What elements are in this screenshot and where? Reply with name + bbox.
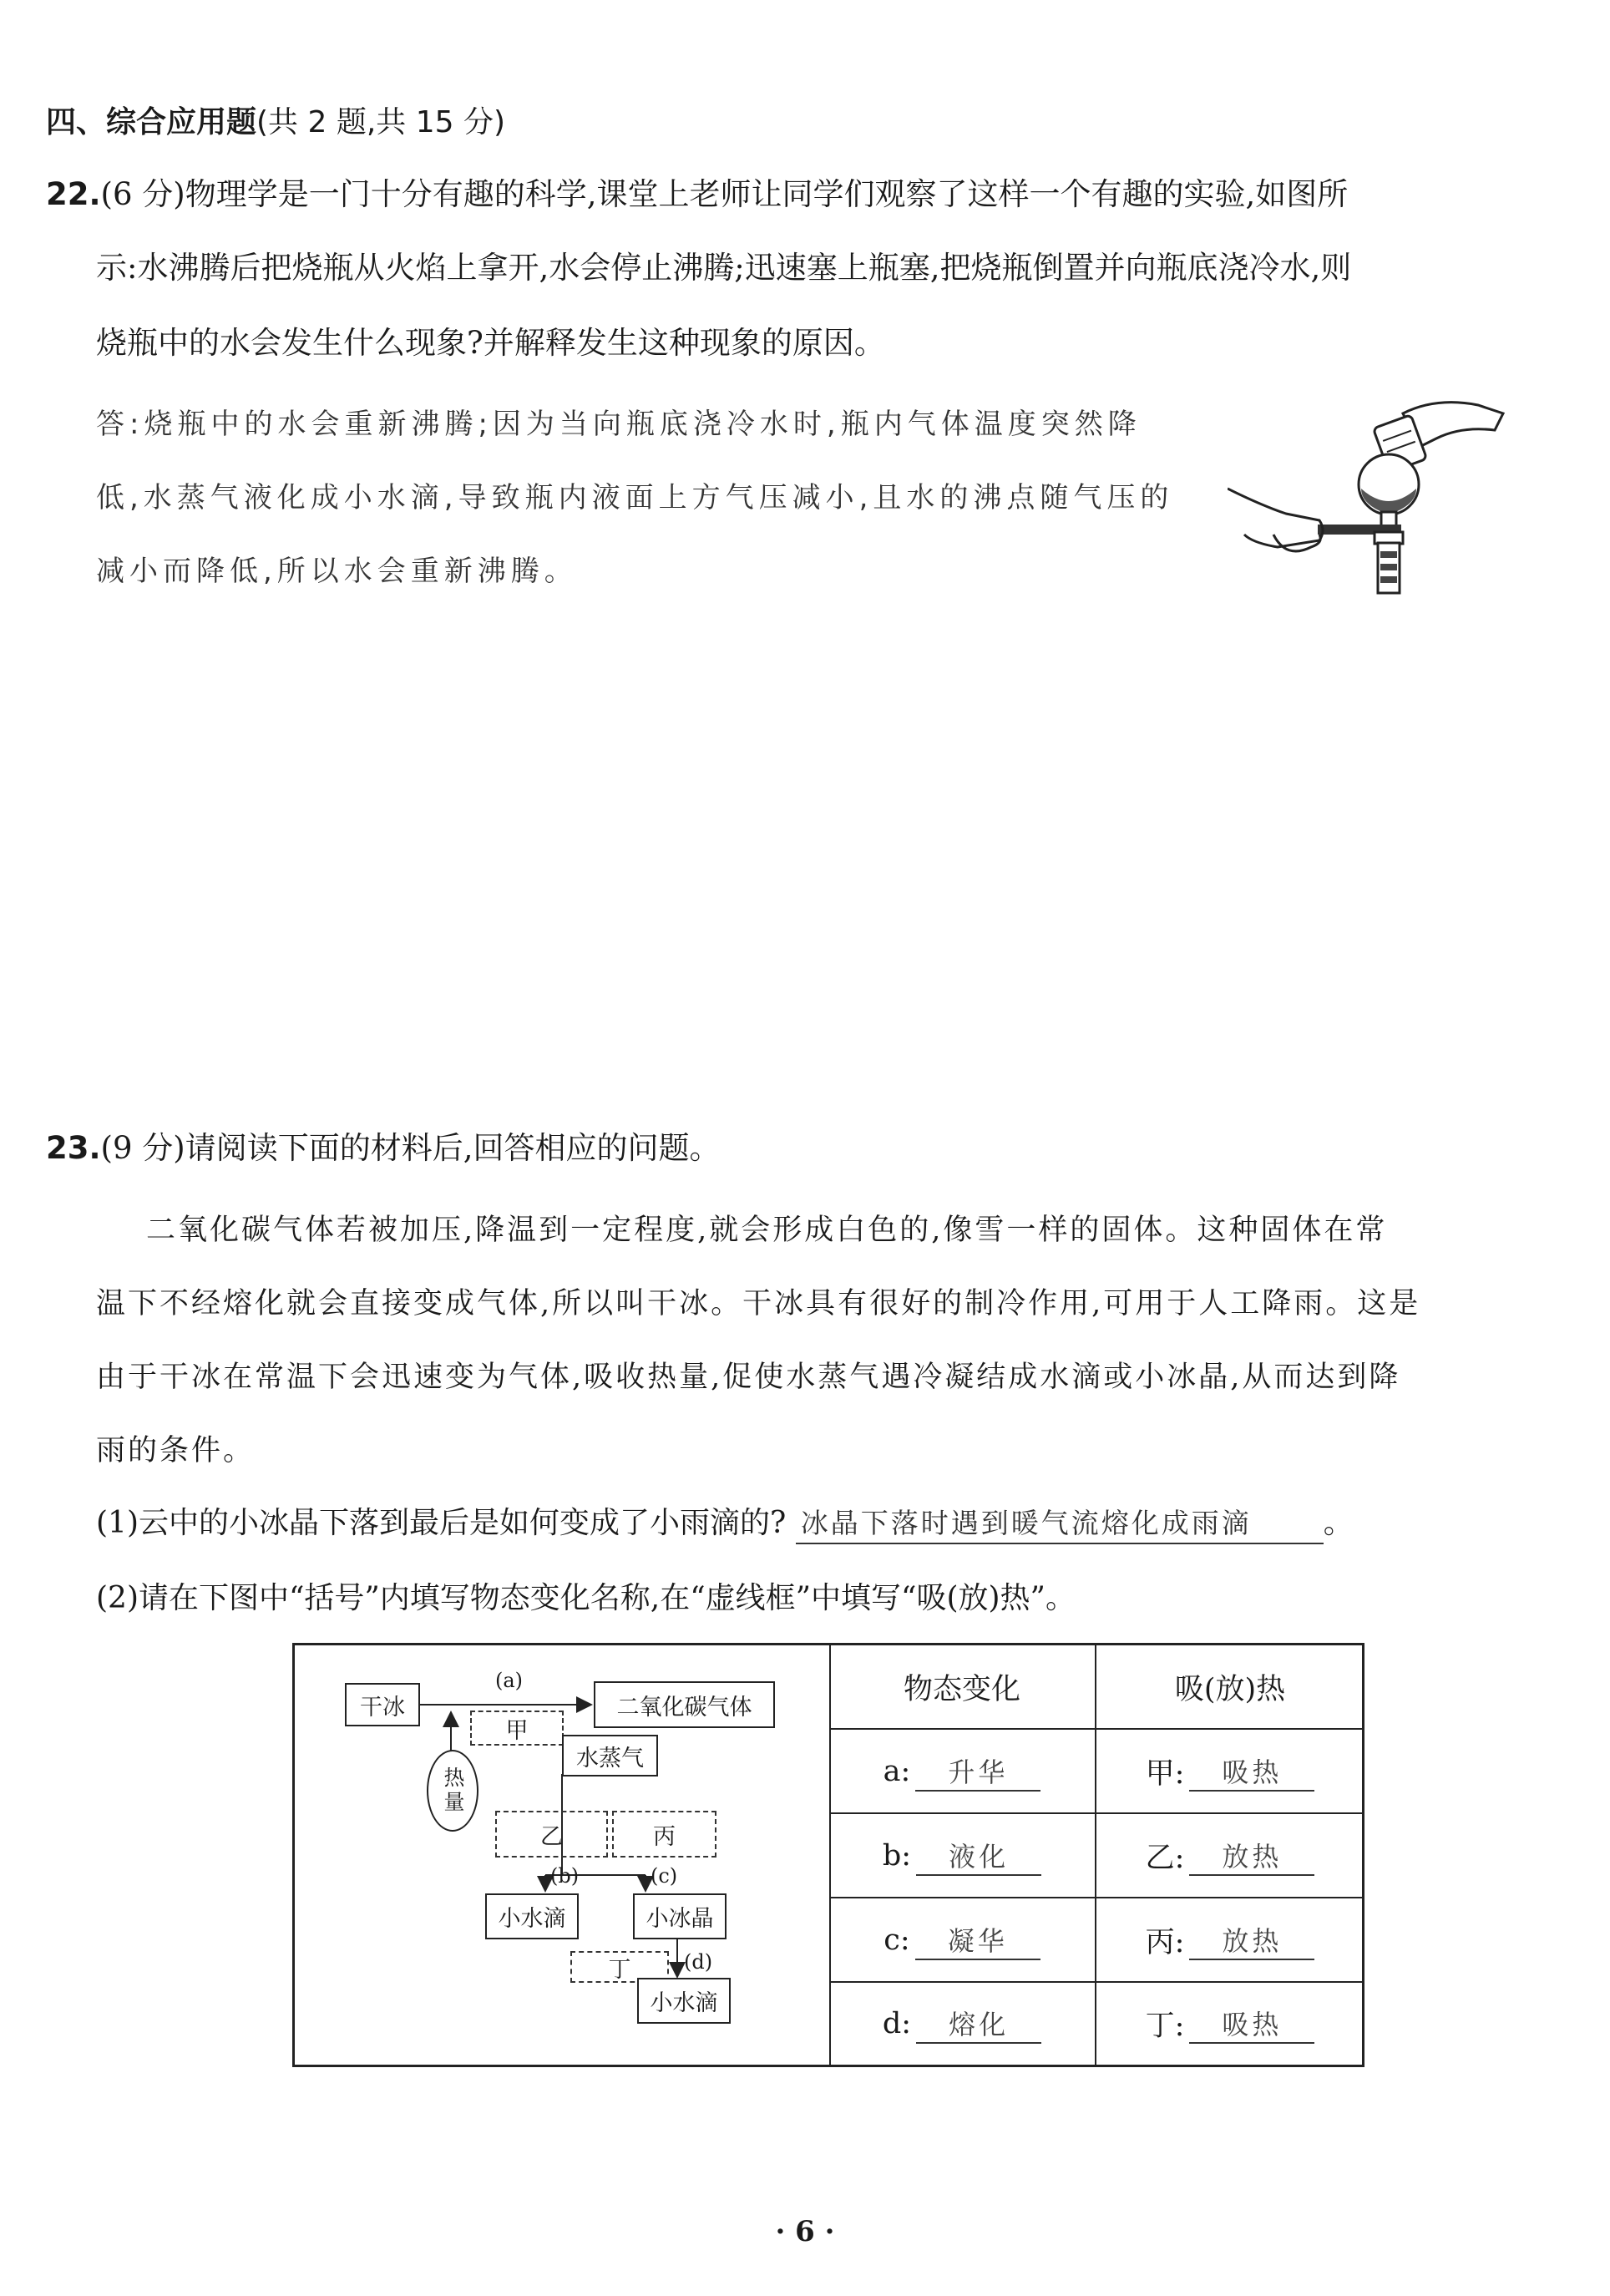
table-row-c-heat: 丙: 放热 <box>1096 1898 1364 1983</box>
question-number: 22. <box>46 176 101 212</box>
sub-question-1: (1)云中的小冰晶下落到最后是如何变成了小雨滴的? 冰晶下落时遇到暖气流熔化成雨滴 。 <box>96 1499 1354 1544</box>
table-row-d-heat: 丁: 吸热 <box>1096 1983 1364 2065</box>
table-row-d-change: d: 熔化 <box>829 1983 1096 2065</box>
label-b: (b) <box>550 1864 580 1888</box>
question-number: 23. <box>46 1130 101 1166</box>
label-a: (a) <box>495 1669 524 1692</box>
table-row-b-change: b: 液化 <box>829 1814 1096 1898</box>
question-text-line: 示:水沸腾后把烧瓶从火焰上拿开,水会停止沸腾;迅速塞上瓶塞,把烧瓶倒置并向瓶底浇冷水,则 <box>96 250 1352 286</box>
question-23: 23.(9 分)请阅读下面的材料后,回答相应的问题。 <box>46 1130 721 1166</box>
section-title: 四、综合应用题(共 2 题,共 15 分) <box>46 105 506 139</box>
state-change-diagram <box>295 1645 831 2065</box>
oval-heat: 热量 <box>427 1750 478 1832</box>
state-change-table <box>292 1643 1364 2067</box>
box-vapor: 水蒸气 <box>562 1735 658 1776</box>
answer-blank: 冰晶下落时遇到暖气流熔化成雨滴 <box>796 1502 1324 1544</box>
answer-table <box>829 1645 1364 2065</box>
table-row-a-change: a: 升华 <box>829 1730 1096 1814</box>
question-text-line: 烧瓶中的水会发生什么现象?并解释发生这种现象的原因。 <box>96 325 885 361</box>
dash-jia: 甲 <box>470 1711 564 1746</box>
label-d: (d) <box>684 1950 713 1974</box>
question-text-line: 物理学是一门十分有趣的科学,课堂上老师让同学们观察了这样一个有趣的实验,如图所 <box>185 176 1349 212</box>
table-row-b-heat: 乙: 放热 <box>1096 1814 1364 1898</box>
box-co2: 二氧化碳气体 <box>594 1681 775 1728</box>
passage-line: 雨的条件。 <box>96 1434 256 1467</box>
dash-ding: 丁 <box>570 1951 669 1983</box>
passage-line: 二氧化碳气体若被加压,降温到一定程度,就会形成白色的,像雪一样的固体。这种固体在常 <box>146 1214 1388 1247</box>
table-row-c-change: c: 凝华 <box>829 1898 1096 1983</box>
answer-line: 答:烧瓶中的水会重新沸腾;因为当向瓶底浇冷水时,瓶内气体温度突然降 <box>96 408 1142 441</box>
label-c: (c) <box>651 1864 678 1888</box>
header-change: 物态变化 <box>829 1645 1096 1730</box>
passage-line: 温下不经熔化就会直接变成气体,所以叫干冰。干冰具有很好的制冷作用,可用于人工降雨。这是 <box>96 1287 1421 1320</box>
dash-bing: 丙 <box>612 1811 716 1858</box>
table-row-a-heat: 甲: 吸热 <box>1096 1730 1364 1814</box>
dash-yi: 乙 <box>495 1811 608 1858</box>
question-intro: 请阅读下面的材料后,回答相应的问题。 <box>185 1130 721 1166</box>
page-number: · 6 · <box>775 2215 835 2248</box>
answer-line: 低,水蒸气液化成小水滴,导致瓶内液面上方气压减小,且水的沸点随气压的 <box>96 481 1174 514</box>
box-dry-ice: 干冰 <box>345 1683 420 1726</box>
box-water-drop-2: 小水滴 <box>637 1978 731 2024</box>
passage-line: 由于干冰在常温下会迅速变为气体,吸收热量,促使水蒸气遇冷凝结成水滴或小冰晶,从而达到降 <box>96 1361 1401 1394</box>
flask-illustration <box>1228 388 1511 606</box>
box-ice-crystal: 小冰晶 <box>633 1893 727 1939</box>
answer-line: 减小而降低,所以水会重新沸腾。 <box>96 555 578 588</box>
sub-question-2: (2)请在下图中“括号”内填写物态变化名称,在“虚线框”中填写“吸(放)热”。 <box>96 1581 1076 1615</box>
box-water-drop: 小水滴 <box>485 1893 579 1939</box>
header-heat: 吸(放)热 <box>1096 1645 1364 1730</box>
